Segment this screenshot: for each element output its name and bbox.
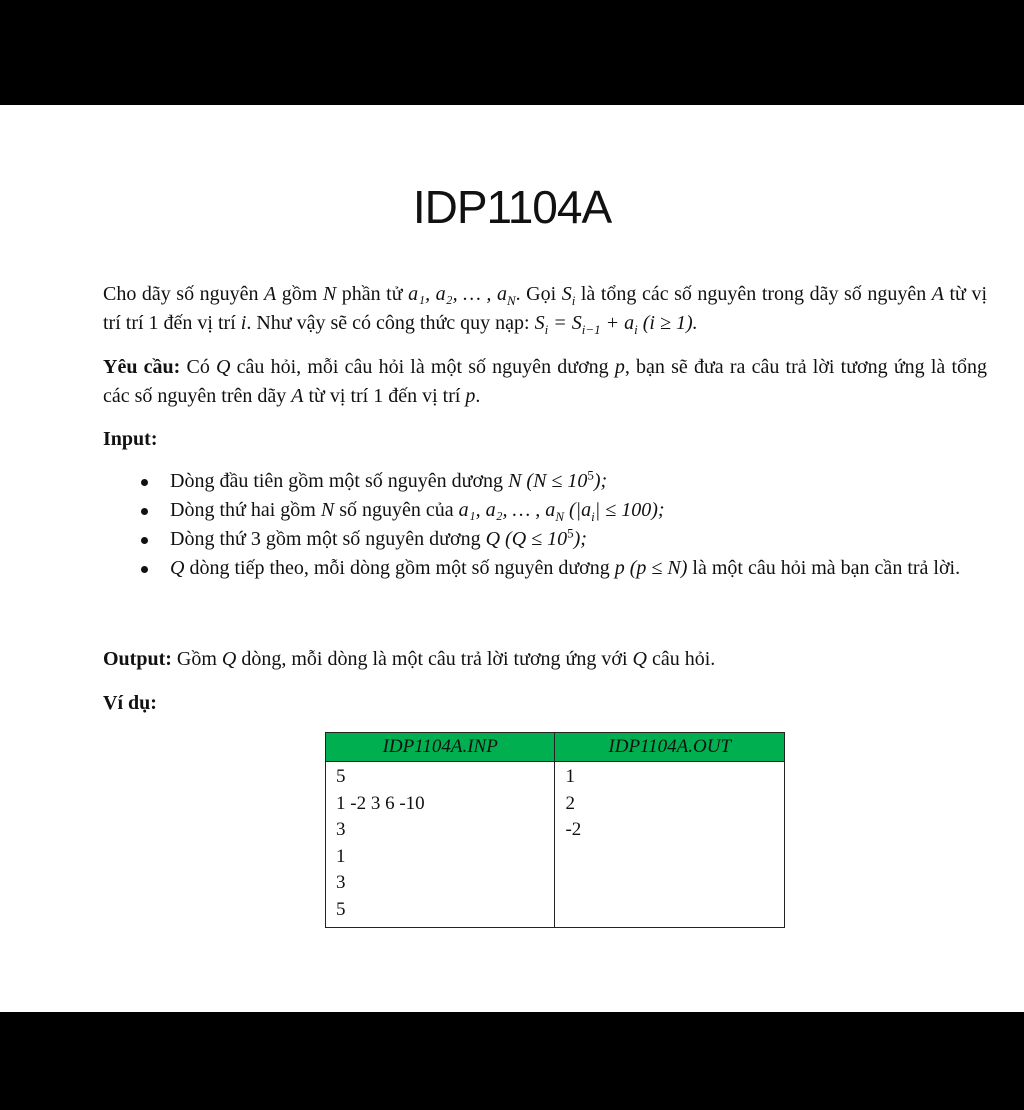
input-line: 3 — [336, 819, 346, 840]
input-cell — [326, 762, 555, 928]
math-A: A — [291, 385, 304, 407]
math-formula: + a — [600, 312, 635, 334]
bullet-dot-icon — [141, 566, 148, 573]
bullet-text: Dòng thứ hai gồm — [170, 499, 321, 521]
math-sequence: a₁, a₂, … , a — [458, 499, 556, 521]
list-item — [103, 554, 987, 583]
math-Q: Q — [170, 557, 185, 579]
requirement-text: câu hỏi, mỗi câu hỏi là một số nguyên dương — [230, 356, 615, 378]
output-file-header: IDP1104A.OUT — [555, 733, 785, 762]
math-Q: Q — [632, 648, 647, 670]
bullet-text: số nguyên của — [334, 499, 459, 521]
math-p: p — [465, 385, 476, 407]
input-line: 1 — [336, 845, 346, 867]
math-constraint: ); — [573, 528, 587, 550]
math-Q: Q — [221, 648, 237, 670]
input-bullet-list — [103, 467, 987, 583]
output-text: dòng, mỗi dòng là một câu trả lời tương ứng với — [236, 648, 633, 670]
intro-text: Cho dãy số nguyên — [103, 283, 265, 305]
intro-paragraph — [103, 280, 987, 338]
list-item — [103, 525, 987, 554]
math-N: N — [320, 499, 335, 521]
output-paragraph — [103, 645, 987, 674]
math-i: i — [240, 312, 247, 334]
math-Q: Q — [216, 356, 231, 378]
output-line: 1 — [565, 766, 575, 787]
math-sub: i — [571, 293, 576, 308]
requirement-text: , bạn sẽ đưa ra câu trả lời tương ứng là tổng các số nguyên trên dãy — [103, 356, 988, 407]
table-header-row — [326, 733, 785, 762]
intro-text: . Như vậy sẽ có công thức quy nạp: — [246, 312, 535, 334]
output-cell — [555, 762, 785, 928]
output-text: Gồm — [171, 648, 222, 670]
math-sub: i — [544, 322, 549, 337]
math-sup: 5 — [567, 525, 574, 541]
math-A: A — [264, 283, 277, 305]
input-line: 3 — [336, 872, 346, 893]
requirement-label: Yêu cầu: — [103, 356, 181, 378]
bottom-black-bar — [0, 1012, 1024, 1110]
bullet-text: dòng tiếp theo, mỗi dòng gồm một số nguyên dương — [184, 557, 615, 579]
requirement-text: Có — [180, 356, 217, 378]
math-sub: i−1 — [581, 322, 601, 337]
math-constraint: | ≤ 100); — [594, 499, 665, 521]
requirement-text: từ vị trí 1 đến vị trí — [303, 385, 466, 407]
math-constraint: p (p ≤ N) — [614, 557, 688, 579]
math-N: N — [322, 283, 337, 305]
math-A: A — [931, 283, 944, 305]
math-constraint: (|a — [563, 499, 592, 521]
math-sub: i — [634, 322, 638, 337]
bullet-text: là một câu hỏi mà bạn cần trả lời. — [687, 557, 961, 579]
math-constraint: ); — [593, 470, 608, 492]
math-S: S — [561, 283, 572, 305]
input-line: 5 — [336, 898, 346, 920]
math-constraint: N (N ≤ 10 — [508, 470, 588, 492]
math-formula: = S — [548, 312, 582, 334]
output-text: câu hỏi. — [646, 648, 716, 670]
intro-text: . Gọi — [515, 283, 562, 305]
bullet-dot-icon — [141, 537, 148, 544]
math-formula: S — [534, 312, 545, 334]
requirement-text: . — [475, 385, 481, 407]
math-sub: N — [506, 293, 516, 308]
input-heading: Input: — [103, 428, 158, 450]
bullet-text: Dòng đầu tiên gồm một số nguyên dương — [170, 470, 509, 492]
math-p: p — [614, 356, 625, 378]
input-file-header: IDP1104A.INP — [326, 733, 555, 762]
bullet-dot-icon — [141, 508, 148, 515]
intro-text: phần tử — [336, 283, 409, 305]
document-page — [0, 105, 1024, 1012]
math-sub: N — [555, 509, 564, 524]
top-black-bar — [0, 0, 1024, 105]
bullet-dot-icon — [141, 479, 148, 486]
math-sup: 5 — [587, 467, 594, 483]
table-row — [326, 762, 785, 928]
output-line: -2 — [565, 819, 582, 840]
math-formula-condition: (i ≥ 1). — [637, 312, 698, 334]
math-sub: i — [591, 509, 595, 524]
output-line: 2 — [565, 792, 575, 814]
input-line: 1 -2 3 6 -10 — [336, 792, 425, 814]
output-label: Output: — [103, 648, 172, 670]
page-title: IDP1104A — [412, 181, 612, 233]
list-item — [103, 467, 987, 496]
intro-text: là tổng các số nguyên trong dãy số nguyên — [575, 283, 932, 305]
intro-text: gồm — [276, 283, 323, 305]
math-sequence: a₁, a₂, … , a — [408, 283, 507, 305]
bullet-text: Dòng thứ 3 gồm một số nguyên dương — [170, 528, 486, 550]
math-constraint: Q (Q ≤ 10 — [485, 528, 568, 550]
example-heading: Ví dụ: — [103, 692, 157, 714]
list-item — [103, 496, 987, 525]
example-table — [325, 732, 785, 928]
requirement-paragraph — [103, 353, 987, 411]
intro-text: từ vị trí trí 1 đến vị trí — [103, 283, 987, 334]
input-line: 5 — [336, 766, 346, 787]
